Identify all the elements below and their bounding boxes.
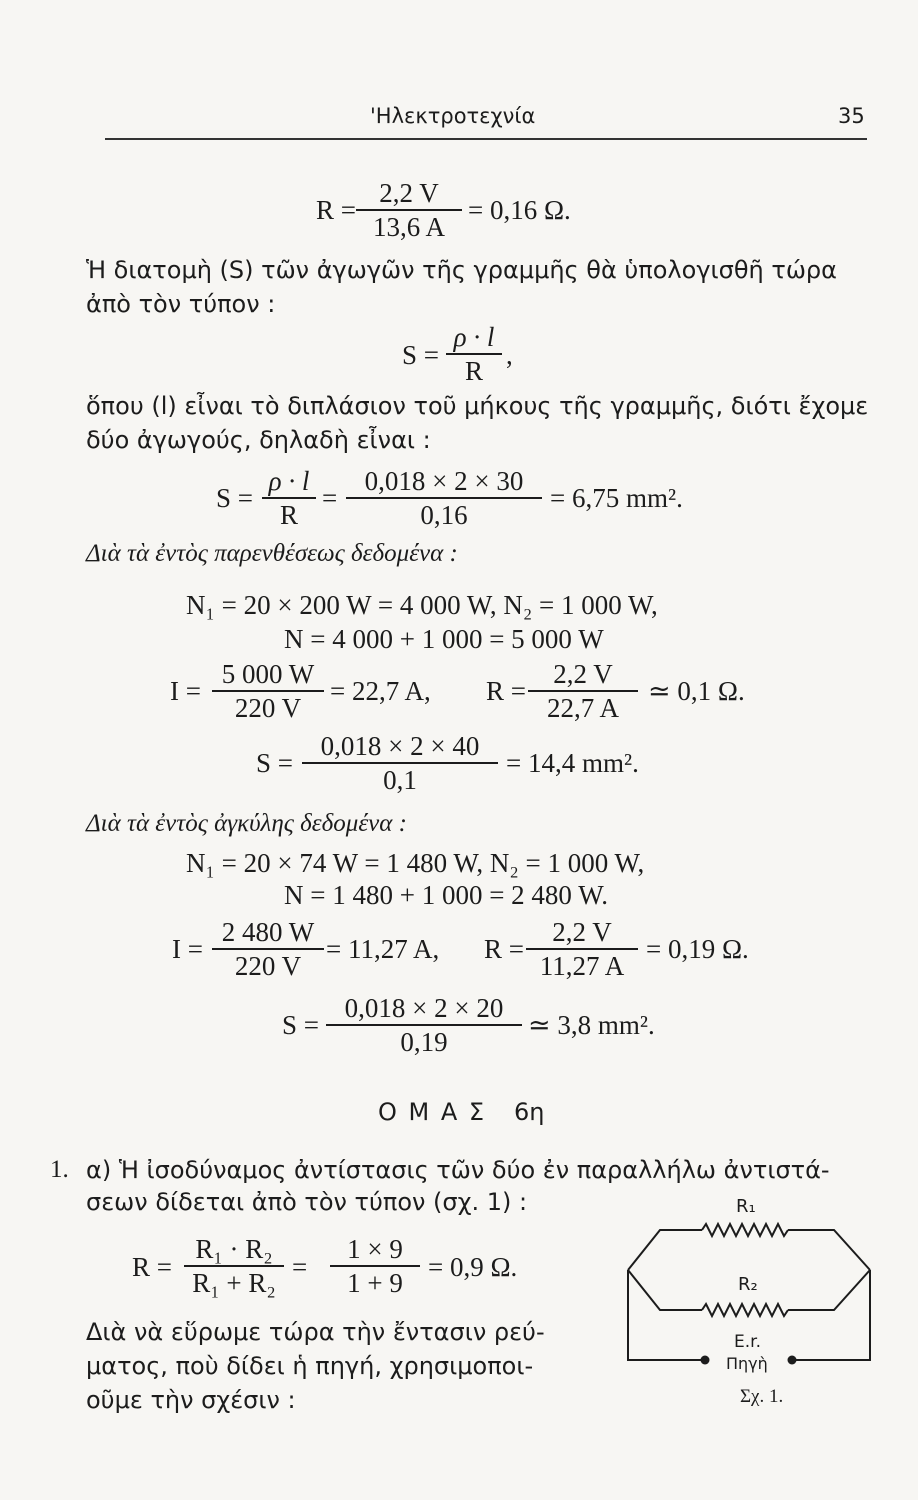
paragraph-line: ματος, ποὺ δίδει ἡ πηγή, χρησιμοποι- — [86, 1352, 534, 1380]
eq-equals: = — [292, 1252, 308, 1282]
fraction — [528, 659, 638, 723]
eq-rhs: ≃ 0,1 Ω. — [648, 676, 745, 706]
fraction-numerator: 0,018 × 2 × 20 — [344, 993, 504, 1023]
paragraph-line: Ἡ διατομὴ (S) τῶν ἀγωγῶν τῆς γραμμῆς θὰ ὑπολογισθῆ τώρα — [86, 256, 837, 284]
eq-lhs: S = — [216, 483, 253, 513]
paragraph-line: α) Ἡ ἰσοδύναμος ἀντίστασις τῶν δύο ἐν παραλλήλω ἀντιστά- — [86, 1156, 830, 1184]
paragraph-line: ὅπου (l) εἶναι τὸ διπλάσιον τοῦ μήκους τῆς γραμμῆς, διότι ἔχομε — [86, 392, 869, 420]
eq-rhs: = 0,16 Ω. — [468, 195, 571, 225]
fraction-denominator: 22,7 A — [546, 692, 619, 723]
paragraph-line: δύο ἀγωγούς, δηλαδὴ εἶναι : — [86, 426, 431, 454]
page-number: 35 — [838, 104, 865, 128]
fraction-denominator: 220 V — [234, 692, 302, 723]
eq-lhs: S = — [402, 340, 439, 370]
fraction-numerator: 0,018 × 2 × 40 — [320, 731, 480, 761]
fraction-bar — [446, 353, 502, 355]
fraction-bar — [326, 1024, 522, 1026]
eq-rhs: = 0,19 Ω. — [646, 934, 749, 964]
section-heading: Διὰ τὰ ἐντὸς παρενθέσεως δεδομένα : — [86, 540, 458, 567]
eq-lhs: R = — [486, 676, 526, 706]
resistor-r1-icon — [702, 1224, 788, 1236]
figure-label-r2: R₂ — [738, 1274, 758, 1295]
fraction-denominator: 13,6 A — [372, 211, 445, 242]
fraction-bar — [212, 690, 324, 692]
fraction-denominator: 0,16 — [420, 499, 468, 530]
fraction-bar — [262, 497, 316, 499]
eq-rhs: = 22,7 A, — [330, 676, 431, 706]
fraction-denominator: R — [464, 355, 483, 386]
eq-rhs: = 14,4 mm². — [506, 748, 639, 778]
fraction-denominator: 0,1 — [383, 764, 417, 795]
fraction — [526, 917, 638, 981]
header-rule — [105, 138, 867, 140]
resistor-r2-icon — [702, 1304, 788, 1316]
fraction-bar — [212, 948, 324, 950]
fraction-numerator: 1 × 9 — [347, 1234, 403, 1264]
fraction-numerator: 2 480 W — [221, 917, 315, 947]
fraction-denominator: 220 V — [234, 950, 302, 981]
figure-caption: Σχ. 1. — [740, 1386, 784, 1407]
fraction-bar — [184, 1265, 284, 1267]
fraction — [184, 1234, 284, 1298]
fraction-numerator: 5 000 W — [221, 659, 315, 689]
group-heading-title: Ο Μ Α Σ — [378, 1098, 487, 1126]
fraction-denominator: 0,19 — [400, 1026, 448, 1057]
eq-rhs: = 11,27 A, — [326, 934, 440, 964]
fraction — [262, 466, 316, 530]
paragraph-line: Διὰ νὰ εὕρωμε τώρα τὴν ἔντασιν ρεύ- — [86, 1318, 545, 1346]
fraction-numerator: 0,018 × 2 × 30 — [364, 466, 524, 496]
running-header-title: 'Ηλεκτροτεχνία — [370, 104, 536, 128]
fraction-numerator: ρ · l — [453, 322, 495, 352]
eq-lhs: S = — [256, 748, 293, 778]
eq-lhs: R = — [132, 1252, 172, 1282]
fraction-bar — [528, 690, 638, 692]
figure-label-r1: R₁ — [736, 1196, 756, 1217]
fraction — [356, 178, 462, 242]
eq-lhs: S = — [282, 1010, 319, 1040]
fraction-numerator: R₁ · R₂ — [195, 1234, 273, 1264]
terminal-dot-icon — [701, 1356, 710, 1365]
fraction-denominator: R₁ + R₂ — [192, 1267, 276, 1298]
equation-line: N₁ = 20 × 200 W = 4 000 W, N₂ = 1 000 W, — [186, 590, 658, 620]
fraction-denominator: R — [279, 499, 298, 530]
figure-label-source: Πηγὴ — [726, 1354, 768, 1373]
eq-rhs: ≃ 3,8 mm². — [528, 1010, 655, 1040]
fraction-denominator: 11,27 A — [539, 950, 625, 981]
fraction-numerator: ρ · l — [268, 466, 310, 496]
terminal-dot-icon — [788, 1356, 797, 1365]
eq-rhs: , — [506, 340, 513, 370]
equation-line: N = 4 000 + 1 000 = 5 000 W — [284, 624, 604, 654]
fraction-numerator: 2,2 V — [553, 659, 613, 689]
paragraph-line: οῦμε τὴν σχέσιν : — [86, 1386, 296, 1414]
equation-line: N = 1 480 + 1 000 = 2 480 W. — [284, 880, 608, 910]
fraction-denominator: 1 + 9 — [347, 1267, 403, 1298]
equation-line: N₁ = 20 × 74 W = 1 480 W, N₂ = 1 000 W, — [186, 848, 645, 878]
eq-lhs: I = — [172, 934, 203, 964]
fraction-bar — [356, 209, 462, 211]
fraction-bar — [330, 1265, 420, 1267]
figure-label-emf: Ε.r. — [734, 1332, 761, 1352]
fraction-bar — [526, 948, 638, 950]
eq-lhs: I = — [170, 676, 201, 706]
paragraph-line: σεων δίδεται ἀπὸ τὸν τύπον (σχ. 1) : — [86, 1188, 528, 1216]
exercise-number: 1. — [50, 1156, 69, 1183]
fraction — [330, 1234, 420, 1298]
eq-equals: = — [322, 483, 338, 513]
fraction-bar — [302, 762, 498, 764]
fraction-numerator: 2,2 V — [379, 178, 439, 208]
fraction — [302, 731, 498, 795]
fraction — [212, 917, 324, 981]
eq-rhs: = 0,9 Ω. — [428, 1252, 518, 1282]
fraction-numerator: 2,2 V — [552, 917, 612, 947]
fraction-bar — [346, 497, 542, 499]
section-heading: Διὰ τὰ ἐντὸς ἀγκύλης δεδομένα : — [86, 810, 407, 837]
paragraph-line: ἀπὸ τὸν τύπον : — [86, 290, 276, 318]
eq-lhs: R = — [316, 195, 356, 225]
eq-rhs: = 6,75 mm². — [550, 483, 683, 513]
fraction — [346, 466, 542, 530]
group-heading-number: 6η — [514, 1098, 545, 1126]
fraction — [212, 659, 324, 723]
eq-lhs: R = — [484, 934, 524, 964]
fraction — [326, 993, 522, 1057]
fraction — [446, 322, 502, 386]
